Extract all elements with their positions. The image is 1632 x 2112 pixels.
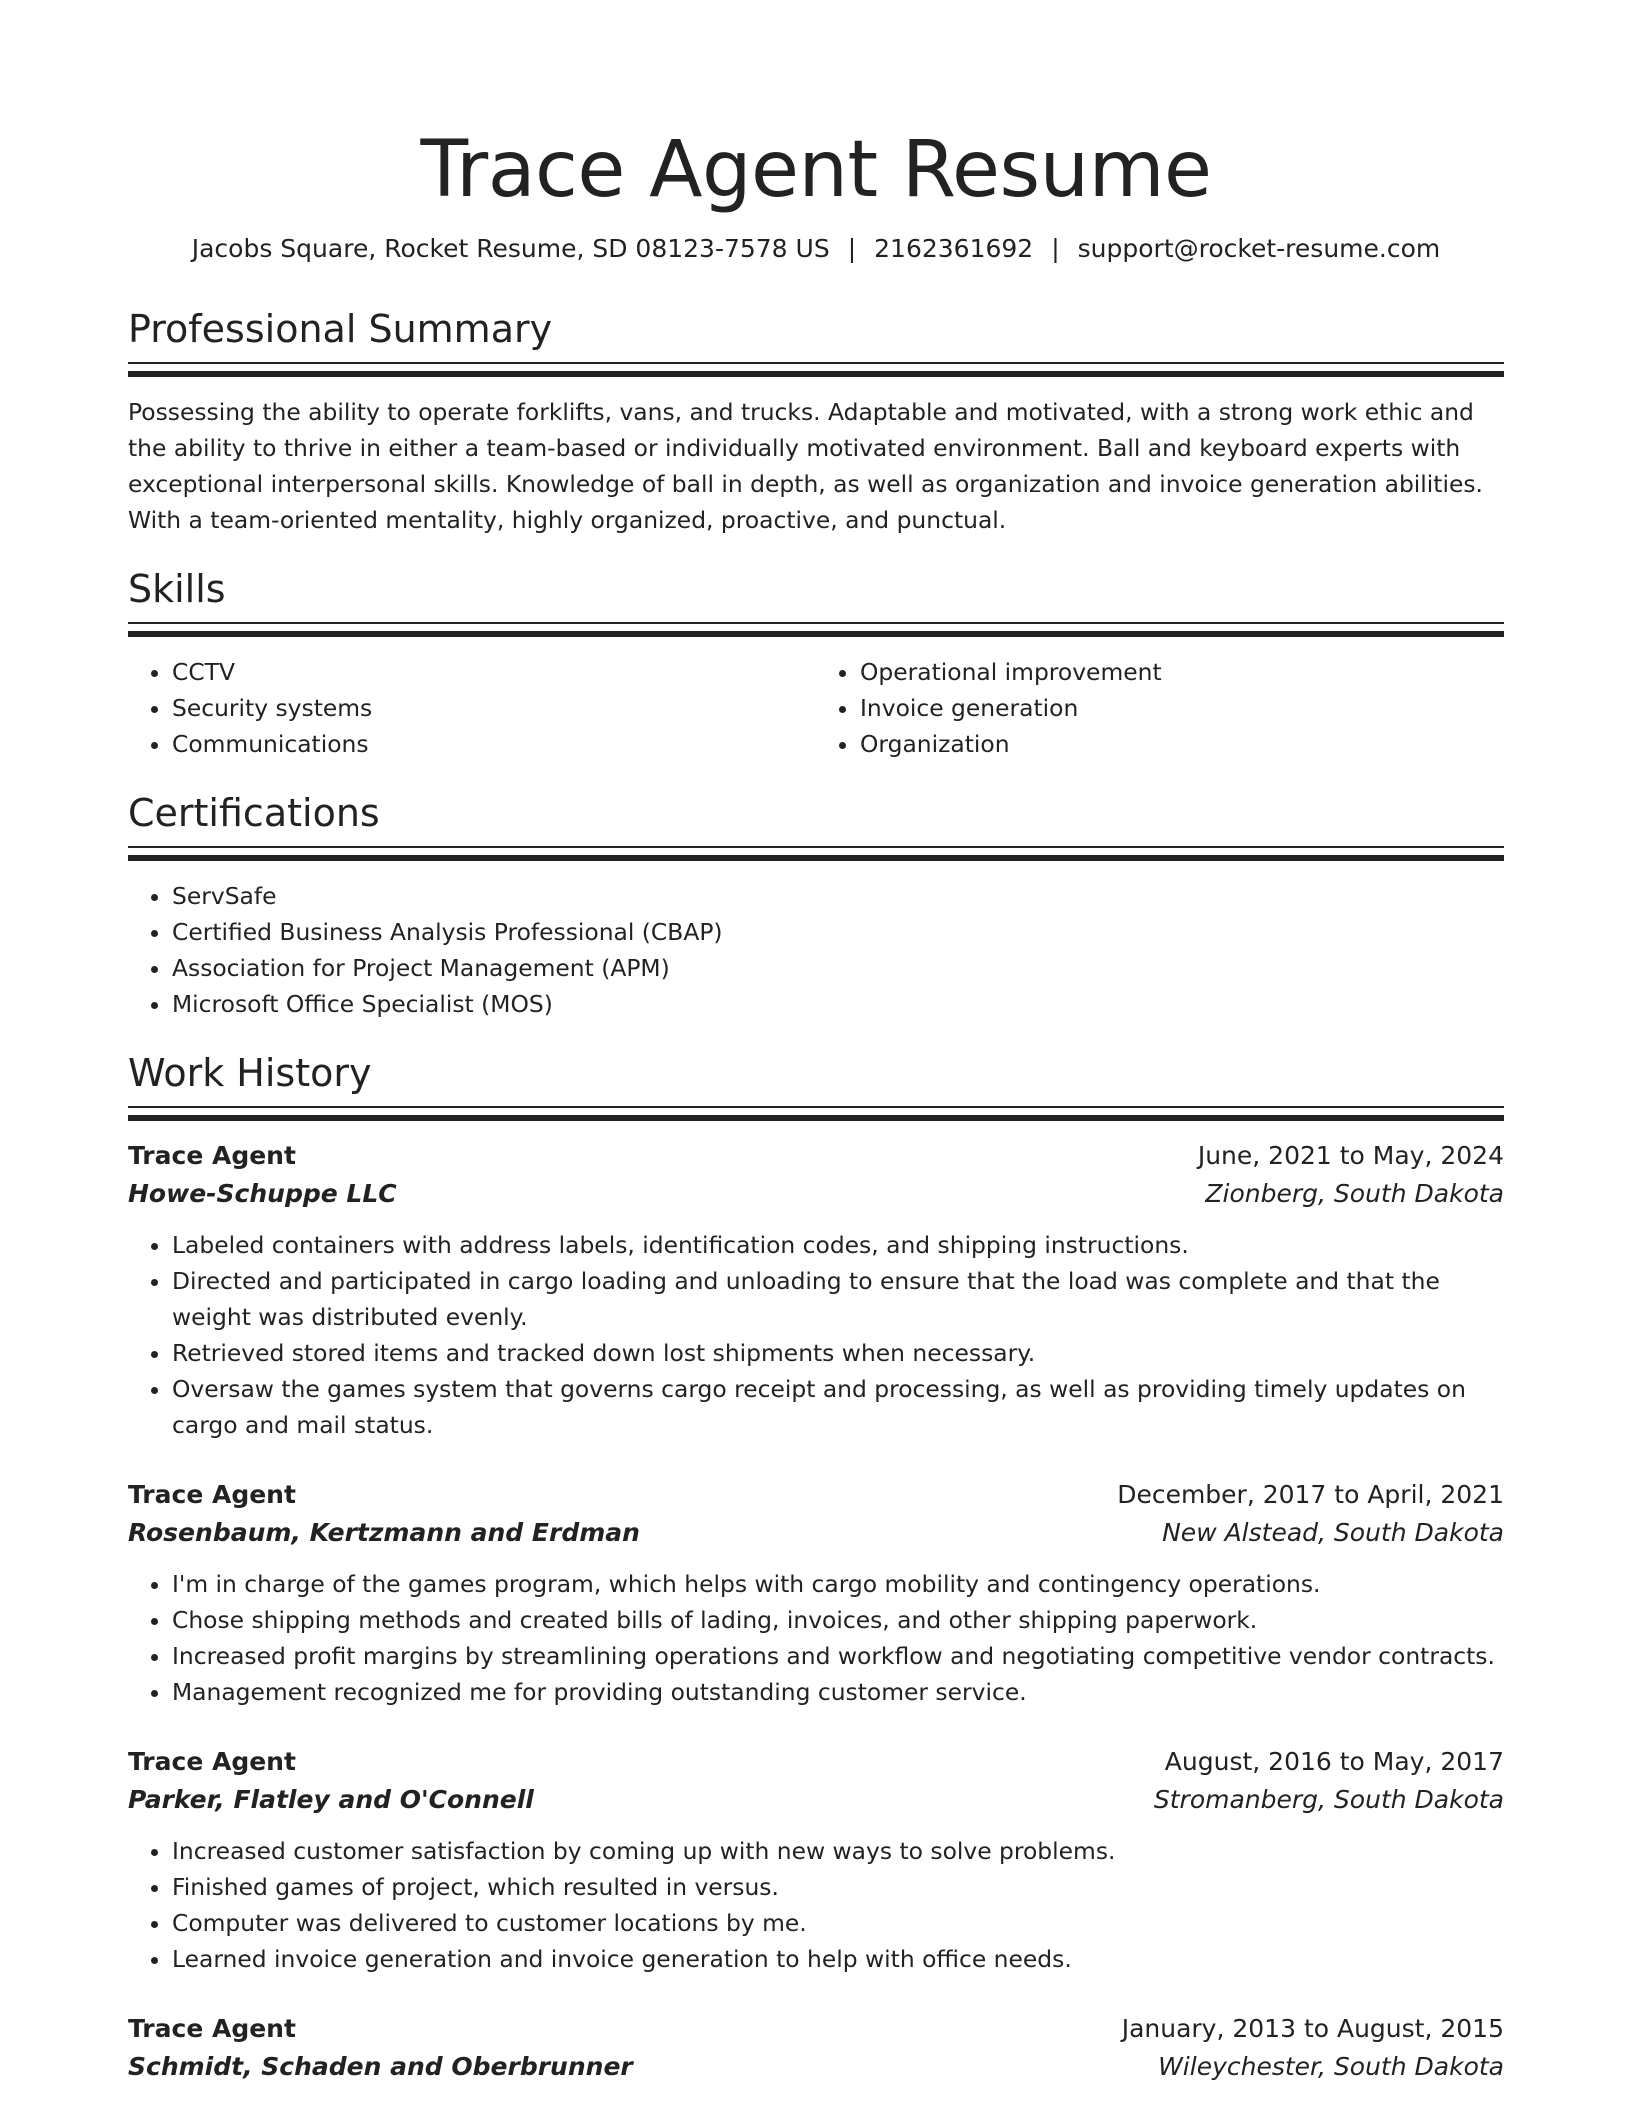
job-company: Rosenbaum, Kertzmann and Erdman: [128, 1518, 640, 1547]
summary-section: [128, 304, 1504, 538]
section-divider: [128, 846, 1504, 861]
job-entry: [128, 1476, 1504, 1710]
job-company-row: [128, 1781, 1504, 1819]
job-bullet: • Labeled containers with address labels, identification codes, and shipping instructions.: [172, 1227, 1504, 1263]
job-entry: [128, 2010, 1504, 2086]
job-bullet: • Oversaw the games system that governs cargo receipt and processing, as well as providing timely updates on cargo and mail status.: [172, 1371, 1504, 1443]
job-header-row: [128, 1137, 1504, 1175]
contact-separator: |: [1051, 234, 1060, 263]
skill-item: • Operational improvement: [860, 654, 1504, 690]
job-bullet: • Finished games of project, which resulted in versus.: [172, 1869, 1504, 1905]
contact-line: [128, 232, 1504, 266]
job-company-row: [128, 1514, 1504, 1552]
job-header-row: [128, 2010, 1504, 2048]
job-entry: [128, 1743, 1504, 1977]
contact-address: Jacobs Square, Rocket Resume, SD 08123-7578 US: [191, 234, 830, 263]
job-bullet: • Increased customer satisfaction by coming up with new ways to solve problems.: [172, 1833, 1504, 1869]
skill-item: • Communications: [172, 726, 816, 762]
job-bullet: • Chose shipping methods and created bills of lading, invoices, and other shipping paperwork.: [172, 1602, 1504, 1638]
skills-section: [128, 564, 1504, 762]
job-header-row: [128, 1476, 1504, 1514]
certification-item: • Microsoft Office Specialist (MOS): [172, 986, 1504, 1022]
section-divider: [128, 1106, 1504, 1121]
section-divider: [128, 362, 1504, 377]
job-bullets: [128, 1227, 1504, 1443]
job-location: Zionberg, South Dakota: [1205, 1179, 1504, 1208]
skills-list-right: [816, 654, 1504, 762]
job-bullet: • I'm in charge of the games program, which helps with cargo mobility and contingency operations.: [172, 1566, 1504, 1602]
job-title: Trace Agent: [128, 1747, 296, 1776]
certifications-list: [128, 878, 1504, 1022]
skill-item: • Invoice generation: [860, 690, 1504, 726]
skill-item: • Security systems: [172, 690, 816, 726]
work-history-section: [128, 1048, 1504, 2086]
contact-phone: 2162361692: [874, 234, 1034, 263]
job-dates: August, 2016 to May, 2017: [1164, 1747, 1504, 1776]
skills-list-left: [128, 654, 816, 762]
job-entry: [128, 1137, 1504, 1443]
contact-email: support@rocket-resume.com: [1077, 234, 1441, 263]
certifications-section: [128, 788, 1504, 1022]
job-company-row: [128, 2048, 1504, 2086]
skills-heading: Skills: [128, 567, 226, 611]
job-bullet: • Computer was delivered to customer locations by me.: [172, 1905, 1504, 1941]
job-company-row: [128, 1175, 1504, 1213]
work-history-heading: Work History: [128, 1051, 372, 1095]
certifications-heading: Certifications: [128, 791, 380, 835]
job-header-row: [128, 1743, 1504, 1781]
resume-title: Trace Agent Resume: [420, 125, 1212, 215]
job-bullet: • Retrieved stored items and tracked down lost shipments when necessary.: [172, 1335, 1504, 1371]
certification-item: • ServSafe: [172, 878, 1504, 914]
job-dates: December, 2017 to April, 2021: [1117, 1480, 1504, 1509]
job-location: Stromanberg, South Dakota: [1153, 1785, 1504, 1814]
job-bullets: [128, 1833, 1504, 1977]
job-location: Wileychester, South Dakota: [1158, 2052, 1504, 2081]
job-location: New Alstead, South Dakota: [1162, 1518, 1504, 1547]
job-company: Schmidt, Schaden and Oberbrunner: [128, 2052, 633, 2081]
job-bullets: [128, 1566, 1504, 1710]
job-bullet: • Directed and participated in cargo loading and unloading to ensure that the load was complete and that the weight was distributed evenly.: [172, 1263, 1504, 1335]
skills-columns: [128, 654, 1504, 762]
job-title: Trace Agent: [128, 2014, 296, 2043]
job-dates: January, 2013 to August, 2015: [1121, 2014, 1504, 2043]
skill-item: • Organization: [860, 726, 1504, 762]
job-title: Trace Agent: [128, 1141, 296, 1170]
job-company: Howe-Schuppe LLC: [128, 1179, 397, 1208]
contact-separator: |: [847, 234, 857, 263]
job-title: Trace Agent: [128, 1480, 296, 1509]
job-company: Parker, Flatley and O'Connell: [128, 1785, 534, 1814]
job-bullet: • Management recognized me for providing outstanding customer service.: [172, 1674, 1504, 1710]
job-bullet: • Learned invoice generation and invoice generation to help with office needs.: [172, 1941, 1504, 1977]
section-divider: [128, 622, 1504, 637]
job-dates: June, 2021 to May, 2024: [1197, 1141, 1504, 1170]
jobs-list: [128, 1137, 1504, 2086]
summary-heading: Professional Summary: [128, 307, 553, 351]
skill-item: • CCTV: [172, 654, 816, 690]
job-bullet: • Increased profit margins by streamlining operations and workflow and negotiating competitive vendor contracts.: [172, 1638, 1504, 1674]
certification-item: • Certified Business Analysis Professional (CBAP): [172, 914, 1504, 950]
summary-text: Possessing the ability to operate forklifts, vans, and trucks. Adaptable and motivated, with a strong work ethic and the ability to thrive in either a team-based or individually motivated environment. Ball and keyboard experts with exceptional interpersonal skills. Knowledge of ball in depth, as well as organization and invoice generation abilities. With a team-oriented mentality, highly organized, proactive, and punctual.: [128, 398, 1483, 534]
certification-item: • Association for Project Management (APM): [172, 950, 1504, 986]
